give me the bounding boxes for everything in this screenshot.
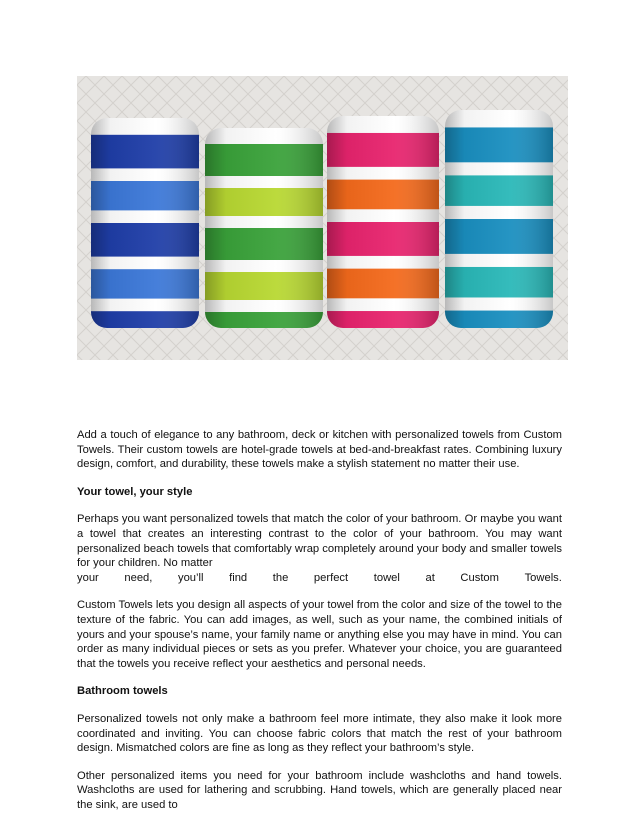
paragraph-bathroom-2: Other personalized items you need for your bathroom include washcloths and hand towels. Washcloths are used for lathering and scrubbing. Hand towels, which are generally placed near the sink, are used to: [77, 769, 562, 811]
spread-word: the: [272, 571, 289, 584]
towel-roll-teal: [445, 110, 553, 329]
spread-word: Towels.: [524, 571, 562, 584]
towel-roll-green: [205, 128, 323, 329]
spread-word: your: [77, 571, 99, 584]
spread-word: towel: [373, 571, 400, 584]
section-heading-your-towel: Your towel, your style: [77, 485, 193, 498]
spread-word: at: [425, 571, 435, 584]
spread-word: need,: [124, 571, 153, 584]
paragraph-bathroom-1: Personalized towels not only make a bathroom feel more intimate, they also make it look more coordinated and inviting. You can choose fabric colors that match the rest of your bathroom design. Mismatched colors are fine as long as they reflect your bathroom’s style.: [77, 712, 562, 755]
towels-photo: [77, 76, 568, 360]
towel-shading: [205, 128, 323, 328]
paragraph-your-towel-2: Custom Towels lets you design all aspects of your towel from the color and size of the towel to the texture of the fabric. You can add images, as well, such as your name, the combined initials of yours and your spouse’s name, your family name or anything else you may have in mind. You can order as many individual pieces or sets as you prefer. Whatever your choice, you are guaranteed that the towels you receive reflect your aesthetics and personal needs.: [77, 599, 562, 670]
towel-roll-pink-orange: [327, 116, 439, 329]
spread-word: perfect: [313, 571, 349, 584]
spread-line: [77, 571, 562, 586]
section-heading-bathroom-towels: Bathroom towels: [77, 685, 168, 698]
towel-shading: [327, 116, 439, 328]
towel-shading: [445, 110, 553, 328]
article-body: [77, 428, 562, 825]
spread-word: find: [229, 571, 248, 584]
towel-shading: [91, 118, 199, 328]
spread-word: you’ll: [177, 571, 204, 584]
towel-roll-blue: [91, 118, 199, 329]
towels-illustration: [77, 76, 568, 360]
paragraph-your-towel-1-text: Perhaps you want personalized towels that match the color of your bathroom. Or maybe you want a towel that creates an interesting contrast to the color of your bathroom. You may want personalized beach towels that comfortably wrap completely around your body and smaller towels for your children. No matter: [77, 513, 562, 570]
spread-word: Custom: [460, 571, 499, 584]
intro-paragraph: Add a touch of elegance to any bathroom, deck or kitchen with personalized towels from Custom Towels. Their custom towels are hotel-grade towels at bed-and-breakfast rates. Combining luxury design, comfort, and durability, these towels make a stylish statement no matter their use.: [77, 429, 562, 471]
paragraph-your-towel-1: [77, 512, 562, 570]
